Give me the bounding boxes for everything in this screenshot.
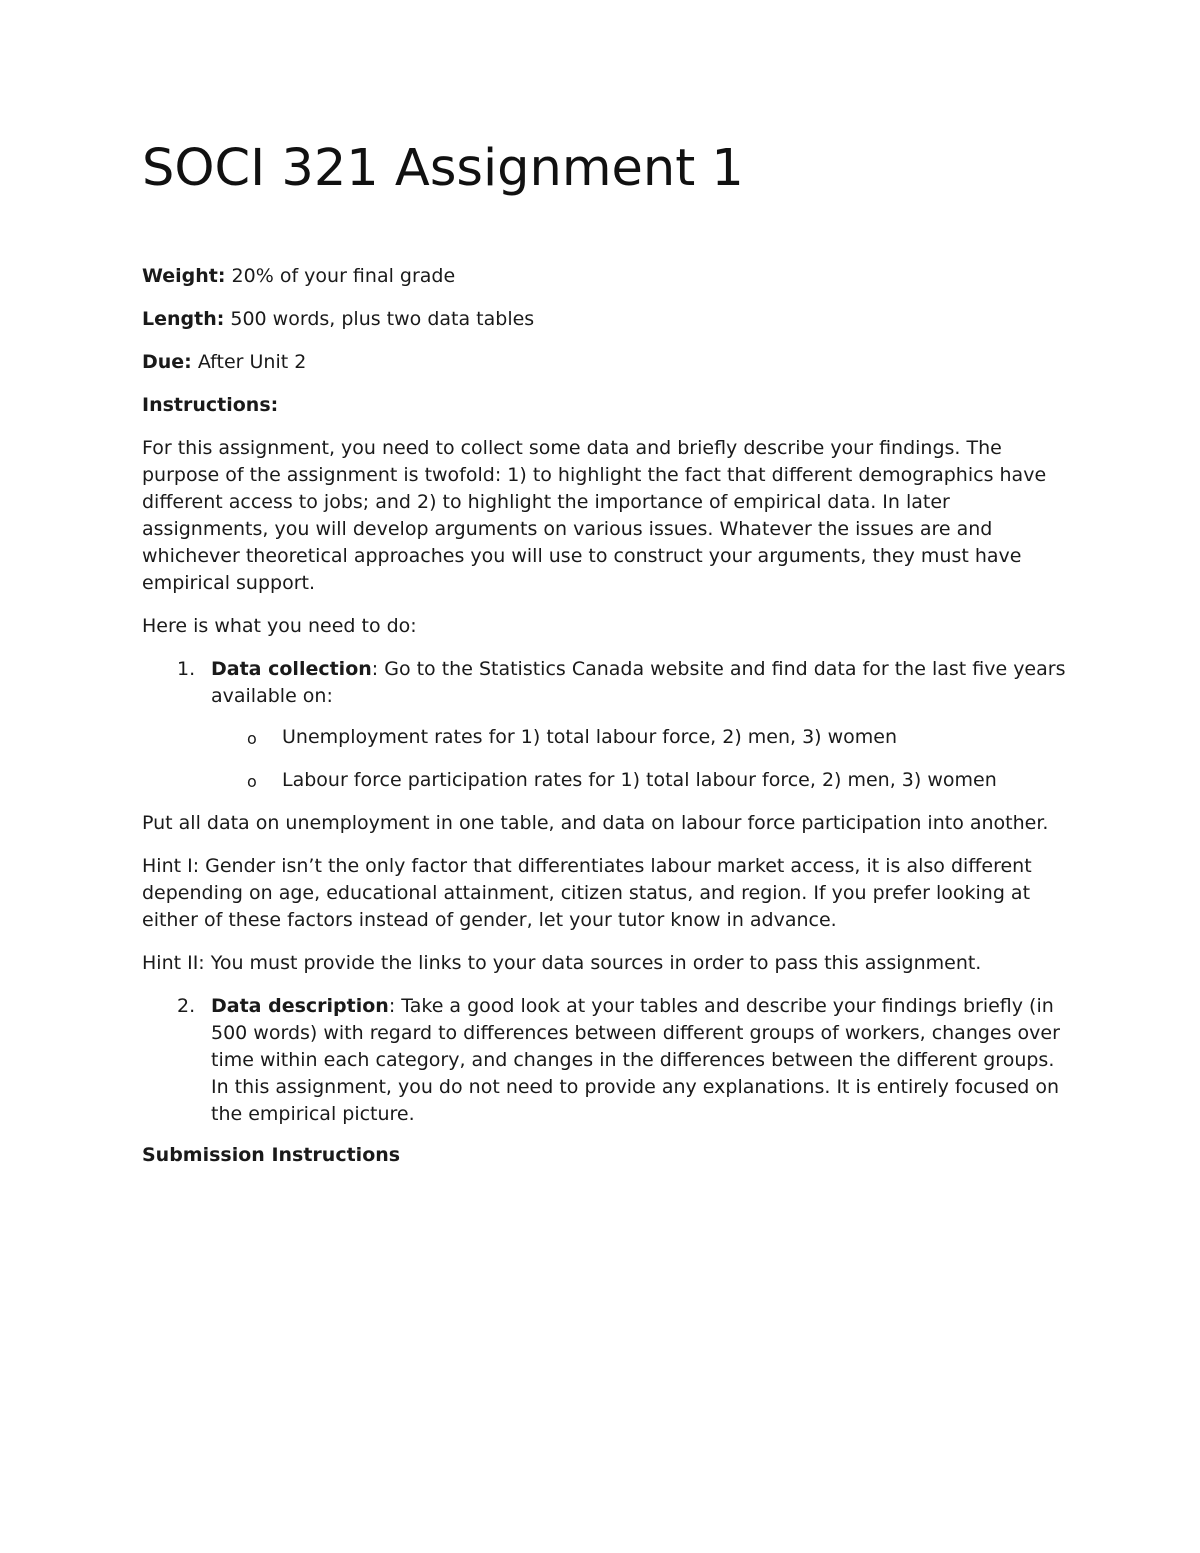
weight-label: Weight: bbox=[142, 265, 226, 288]
sub-item-text: Labour force participation rates for 1) total labour force, 2) men, 3) women bbox=[282, 769, 997, 792]
step-data-description bbox=[142, 993, 1067, 1128]
tables-paragraph: Put all data on unemployment in one table, and data on labour force participation into another. bbox=[142, 812, 1049, 835]
weight-value: 20% of your final grade bbox=[231, 265, 456, 288]
instructions-heading: Instructions: bbox=[142, 394, 279, 417]
sub-item-text: Unemployment rates for 1) total labour force, 2) men, 3) women bbox=[282, 726, 898, 749]
circle-bullet-icon: o bbox=[247, 772, 257, 792]
step-number: 2. bbox=[177, 995, 196, 1018]
length-line bbox=[142, 306, 1067, 333]
circle-bullet-icon: o bbox=[247, 729, 257, 749]
step-data-collection bbox=[142, 656, 1067, 710]
step-label: Data description bbox=[211, 995, 389, 1018]
length-label: Length: bbox=[142, 308, 225, 331]
due-line bbox=[142, 349, 1067, 376]
hint-one-paragraph: Hint I: Gender isn’t the only factor that differentiates labour market access, it is also different depending on age, educational attainment, citizen status, and region. If you prefer looking at either of these factors instead of gender, let your tutor know in advance. bbox=[142, 855, 1032, 932]
document-title: SOCI 321 Assignment 1 bbox=[142, 139, 744, 198]
step-text: : Go to the Statistics Canada website and find data for the last five years available on: bbox=[211, 658, 1066, 708]
intro-paragraph: For this assignment, you need to collect some data and briefly describe your findings. The purpose of the assignment is twofold: 1) to highlight the fact that different demographics have different access to jobs; and 2) to highlight the importance of empirical data. In later assignments, you will develop arguments on various issues. Whatever the issues are and whichever theoretical approaches you will use to construct your arguments, they must have empirical support. bbox=[142, 437, 1047, 595]
step-text: : Take a good look at your tables and describe your findings briefly (in 500 words) with regard to differences between different groups of workers, changes over time within each category, and changes in the differences between the different groups. In this assignment, you do not need to provide any explanations. It is entirely focused on the empirical picture. bbox=[211, 995, 1060, 1126]
weight-line bbox=[142, 263, 1067, 290]
step-label: Data collection bbox=[211, 658, 372, 681]
due-label: Due: bbox=[142, 351, 192, 374]
due-value: After Unit 2 bbox=[197, 351, 307, 374]
sub-item-participation bbox=[142, 767, 1067, 794]
length-value: 500 words, plus two data tables bbox=[230, 308, 535, 331]
step-number: 1. bbox=[177, 658, 196, 681]
sub-item-unemployment bbox=[142, 724, 1067, 751]
submission-heading: Submission Instructions bbox=[142, 1144, 401, 1167]
hint-two-paragraph: Hint II: You must provide the links to your data sources in order to pass this assignment. bbox=[142, 952, 982, 975]
lead-in-text: Here is what you need to do: bbox=[142, 615, 417, 638]
document-page bbox=[142, 138, 1067, 1185]
